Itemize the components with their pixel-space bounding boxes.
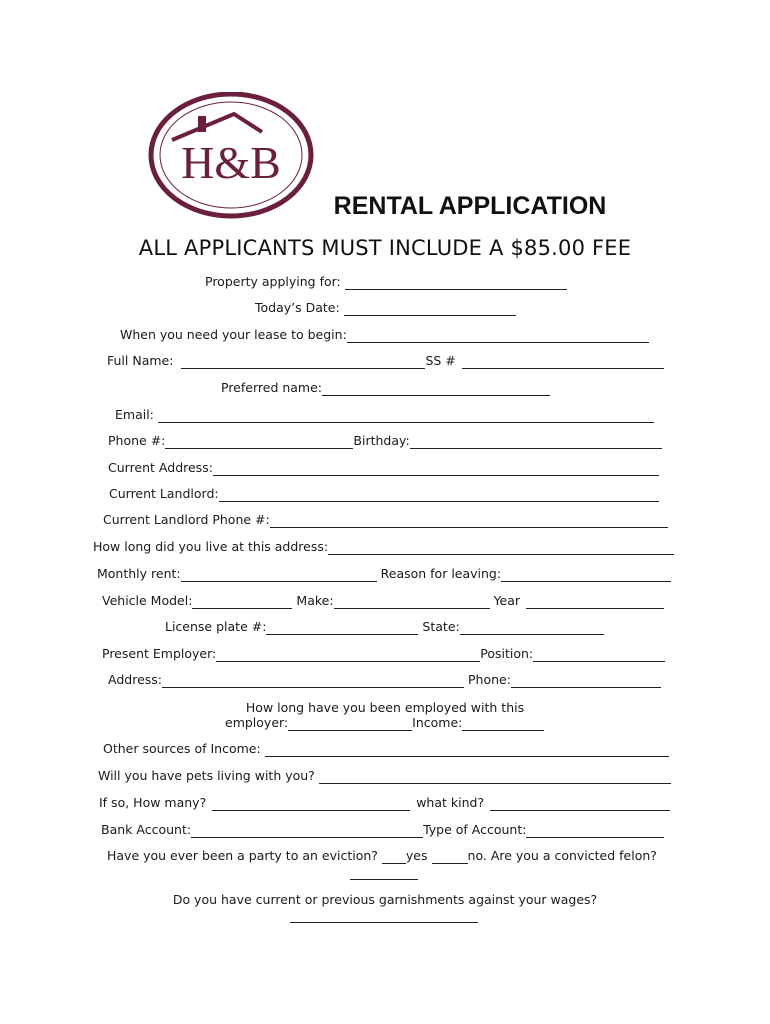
eviction-yes-field[interactable] — [382, 849, 406, 864]
property-row — [205, 274, 567, 292]
email-row — [115, 407, 654, 425]
duration-field[interactable] — [328, 540, 674, 555]
income-field[interactable] — [462, 716, 544, 731]
state-field[interactable] — [460, 620, 604, 635]
other-income-label: Other sources of Income: — [103, 741, 261, 756]
landlord-field[interactable] — [219, 487, 659, 502]
hb-logo — [146, 92, 316, 220]
pets-label: Will you have pets living with you? — [98, 768, 315, 783]
employer-duration-field[interactable] — [288, 716, 412, 731]
felon-label: no. Are you a convicted felon? — [467, 848, 657, 863]
how-many-field[interactable] — [212, 796, 410, 811]
vehicle-model-field[interactable] — [192, 594, 292, 609]
preferred-field[interactable] — [322, 381, 550, 396]
yes-label: yes — [405, 848, 428, 863]
felon-field[interactable] — [350, 865, 418, 880]
date-label: Today’s Date: — [255, 300, 340, 315]
reason-field[interactable] — [501, 567, 671, 582]
employer-duration-label: employer: — [225, 715, 289, 730]
landlord-label: Current Landlord: — [109, 486, 219, 501]
email-label: Email: — [115, 407, 154, 422]
rent-label: Monthly rent: — [97, 566, 181, 581]
license-label: License plate #: — [165, 619, 267, 634]
current-address-label: Current Address: — [108, 460, 213, 475]
landlord-phone-row — [103, 512, 668, 530]
how-many-label: If so, How many? — [99, 795, 207, 810]
rent-field[interactable] — [181, 567, 377, 582]
rent-row — [97, 566, 671, 584]
phone-label: Phone #: — [108, 433, 166, 448]
lease-field[interactable] — [347, 328, 649, 343]
name-row — [107, 353, 664, 371]
employer-address-row — [108, 672, 661, 690]
what-kind-label: what kind? — [416, 795, 485, 810]
garnishments-label: Do you have current or previous garnishments against your wages? — [172, 892, 598, 907]
fee-notice: ALL APPLICANTS MUST INCLUDE A $85.00 FEE — [138, 236, 632, 260]
license-field[interactable] — [266, 620, 418, 635]
employer-phone-field[interactable] — [511, 673, 661, 688]
employment-duration-label: How long have you been employed with this — [245, 700, 525, 715]
position-field[interactable] — [533, 647, 665, 662]
bank-row — [101, 822, 664, 840]
license-row — [165, 619, 604, 637]
employer-phone-label: Phone: — [468, 672, 511, 687]
preferred-label: Preferred name: — [221, 380, 323, 395]
landlord-row — [109, 486, 659, 504]
vehicle-model-label: Vehicle Model: — [102, 593, 193, 608]
pet-count-row — [99, 795, 670, 813]
date-row — [255, 300, 516, 318]
employer-row — [102, 646, 665, 664]
lease-label: When you need your lease to begin: — [120, 327, 347, 342]
employer-address-field[interactable] — [162, 673, 464, 688]
garnishments-row — [290, 907, 478, 925]
employer-field[interactable] — [216, 647, 480, 662]
email-field[interactable] — [158, 408, 654, 423]
state-label: State: — [422, 619, 460, 634]
landlord-phone-field[interactable] — [270, 513, 668, 528]
phone-field[interactable] — [165, 434, 353, 449]
employer-address-label: Address: — [108, 672, 162, 687]
felon-row — [350, 864, 418, 882]
duration-row — [93, 539, 674, 557]
birthday-field[interactable] — [410, 434, 662, 449]
reason-label: Reason for leaving: — [380, 566, 502, 581]
duration-label: How long did you live at this address: — [93, 539, 329, 554]
account-type-field[interactable] — [526, 823, 664, 838]
birthday-label: Birthday: — [353, 433, 410, 448]
current-address-field[interactable] — [213, 461, 659, 476]
pets-field[interactable] — [319, 769, 671, 784]
eviction-no-field[interactable] — [432, 849, 468, 864]
ss-label: SS # — [425, 353, 456, 368]
year-field[interactable] — [526, 594, 664, 609]
income-label: Income: — [412, 715, 463, 730]
make-field[interactable] — [334, 594, 490, 609]
full-name-field[interactable] — [181, 354, 425, 369]
property-field[interactable] — [345, 275, 567, 290]
bank-field[interactable] — [191, 823, 423, 838]
landlord-phone-label: Current Landlord Phone #: — [103, 512, 270, 527]
lease-row — [120, 327, 649, 345]
position-label: Position: — [480, 646, 534, 661]
eviction-label: Have you ever been a party to an eviction? — [107, 848, 378, 863]
date-field[interactable] — [344, 301, 516, 316]
make-label: Make: — [296, 593, 334, 608]
vehicle-row — [102, 593, 664, 611]
what-kind-field[interactable] — [490, 796, 670, 811]
other-income-field[interactable] — [265, 742, 669, 757]
logo-text: H&B — [181, 137, 281, 188]
year-label: Year — [493, 593, 521, 608]
current-address-row — [108, 460, 659, 478]
pets-row — [98, 768, 671, 786]
employment-row — [225, 715, 544, 733]
preferred-row — [221, 380, 550, 398]
property-label: Property applying for: — [205, 274, 341, 289]
other-income-row — [103, 741, 669, 759]
account-type-label: Type of Account: — [423, 822, 527, 837]
page-title: RENTAL APPLICATION — [333, 192, 607, 220]
ss-field[interactable] — [462, 354, 664, 369]
phone-row — [108, 433, 662, 451]
full-name-label: Full Name: — [107, 353, 174, 368]
employer-label: Present Employer: — [102, 646, 217, 661]
garnishments-field[interactable] — [290, 908, 478, 923]
bank-label: Bank Account: — [101, 822, 192, 837]
